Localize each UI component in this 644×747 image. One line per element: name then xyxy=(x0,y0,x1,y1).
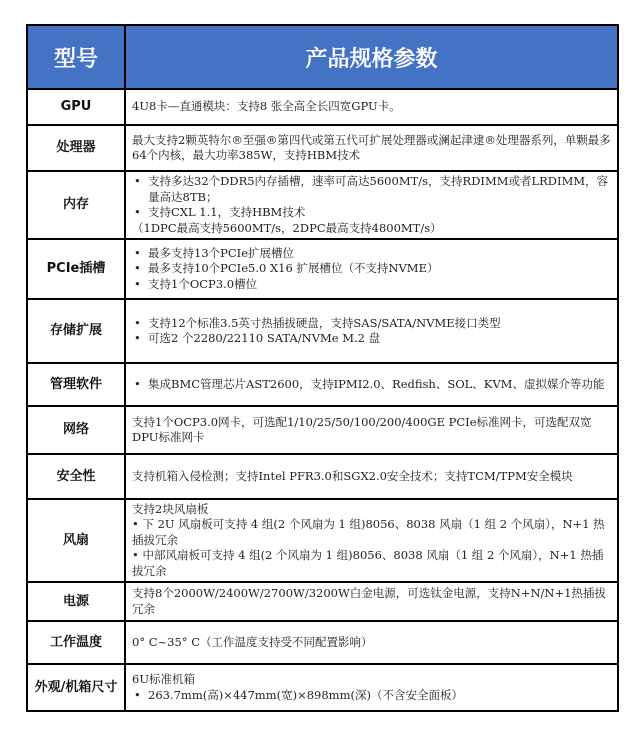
bullet-item: • 支持多达32个DDR5内存插槽，速率可高达5600MT/s，支持RDIMM或者LRDIMM，容量高达8TB； xyxy=(132,174,613,205)
bullet-item: • 最多支持10个PCIe5.0 X16 扩展槽位（不支持NVME） xyxy=(132,261,613,277)
table-row xyxy=(27,621,618,664)
value-text: 支持1个OCP3.0网卡，可选配1/10/25/50/100/200/400GE PCIe标准网卡，可选配双宽DPU标准网卡 xyxy=(132,414,592,444)
row-label: 内存 xyxy=(27,171,125,239)
value-text: 0° C~35° C（工作温度支持受不同配置影响） xyxy=(132,634,373,649)
row-value xyxy=(125,582,618,621)
row-value xyxy=(125,363,618,406)
value-text: • 中部风扇板可支持 4 组(2 个风扇为 1 组)8056、8038 风扇（1 组 2 个风扇），N+1 热插拔冗余 xyxy=(132,548,604,578)
row-value xyxy=(125,239,618,299)
bullet-item: • 支持CXL 1.1，支持HBM技术 xyxy=(132,205,613,221)
row-label: 风扇 xyxy=(27,499,125,582)
spec-table xyxy=(26,24,619,712)
bullet-item: • 最多支持13个PCIe扩展槽位 xyxy=(132,246,613,262)
row-value xyxy=(125,171,618,239)
table-row xyxy=(27,125,618,171)
header-specs: 产品规格参数 xyxy=(125,25,618,89)
bullet-item: • 集成BMC管理芯片AST2600，支持IPMI2.0、Redfish、SOL、KVM、虚拟媒介等功能 xyxy=(132,377,613,393)
header-model: 型号 xyxy=(27,25,125,89)
row-value xyxy=(125,89,618,125)
row-value xyxy=(125,664,618,711)
table-row xyxy=(27,171,618,239)
row-value xyxy=(125,621,618,664)
table-header-row xyxy=(27,25,618,89)
table-row xyxy=(27,239,618,299)
row-value xyxy=(125,125,618,171)
row-label: 外观/机箱尺寸 xyxy=(27,664,125,711)
row-label: 电源 xyxy=(27,582,125,621)
bullet-item: • 支持1个OCP3.0槽位 xyxy=(132,277,613,293)
bullet-item: • 支持12个标准3.5英寸热插拔硬盘，支持SAS/SATA/NVME接口类型 xyxy=(132,316,613,332)
row-value xyxy=(125,454,618,499)
row-label: 网络 xyxy=(27,406,125,454)
value-text: 6U标准机箱 xyxy=(132,672,196,686)
row-label: 存储扩展 xyxy=(27,299,125,363)
row-label: GPU xyxy=(27,89,125,125)
row-label: PCIe插槽 xyxy=(27,239,125,299)
row-label: 安全性 xyxy=(27,454,125,499)
table-row xyxy=(27,89,618,125)
table-row xyxy=(27,454,618,499)
value-text: 支持2块风扇板 xyxy=(132,501,209,516)
row-label: 管理软件 xyxy=(27,363,125,406)
bullet-item: • 可选2 个2280/22110 SATA/NVMe M.2 盘 xyxy=(132,331,613,347)
table-row xyxy=(27,664,618,711)
row-value xyxy=(125,499,618,582)
bullet-item: • 263.7mm(高)×447mm(宽)×898mm(深)（不含安全面板） xyxy=(132,688,613,704)
table-row xyxy=(27,582,618,621)
value-text: （1DPC最高支持5600MT/s，2DPC最高支持4800MT/s） xyxy=(132,220,442,235)
table-row xyxy=(27,363,618,406)
row-label: 处理器 xyxy=(27,125,125,171)
value-text: 4U8卡—直通模块：支持8 张全高全长四宽GPU卡。 xyxy=(132,99,401,114)
value-text: 最大支持2颗英特尔®至强®第四代或第五代可扩展处理器或澜起津逮®处理器系列，单颗最多64个内核，最大功率385W，支持HBM技术 xyxy=(132,132,611,162)
table-body xyxy=(27,89,618,711)
value-text: • 下 2U 风扇板可支持 4 组(2 个风扇为 1 组)8056、8038 风扇（1 组 2 个风扇），N+1 热插拔冗余 xyxy=(132,517,605,547)
row-value xyxy=(125,406,618,454)
value-text: 支持机箱入侵检测；支持Intel PFR3.0和SGX2.0安全技术；支持TCM/TPM安全模块 xyxy=(132,468,573,483)
value-text: 支持8个2000W/2400W/2700W/3200W白金电源，可选钛金电源，支持N+N/N+1热插拔冗余 xyxy=(132,586,606,616)
table-row xyxy=(27,299,618,363)
row-value xyxy=(125,299,618,363)
row-label: 工作温度 xyxy=(27,621,125,664)
table-row xyxy=(27,499,618,582)
table-row xyxy=(27,406,618,454)
